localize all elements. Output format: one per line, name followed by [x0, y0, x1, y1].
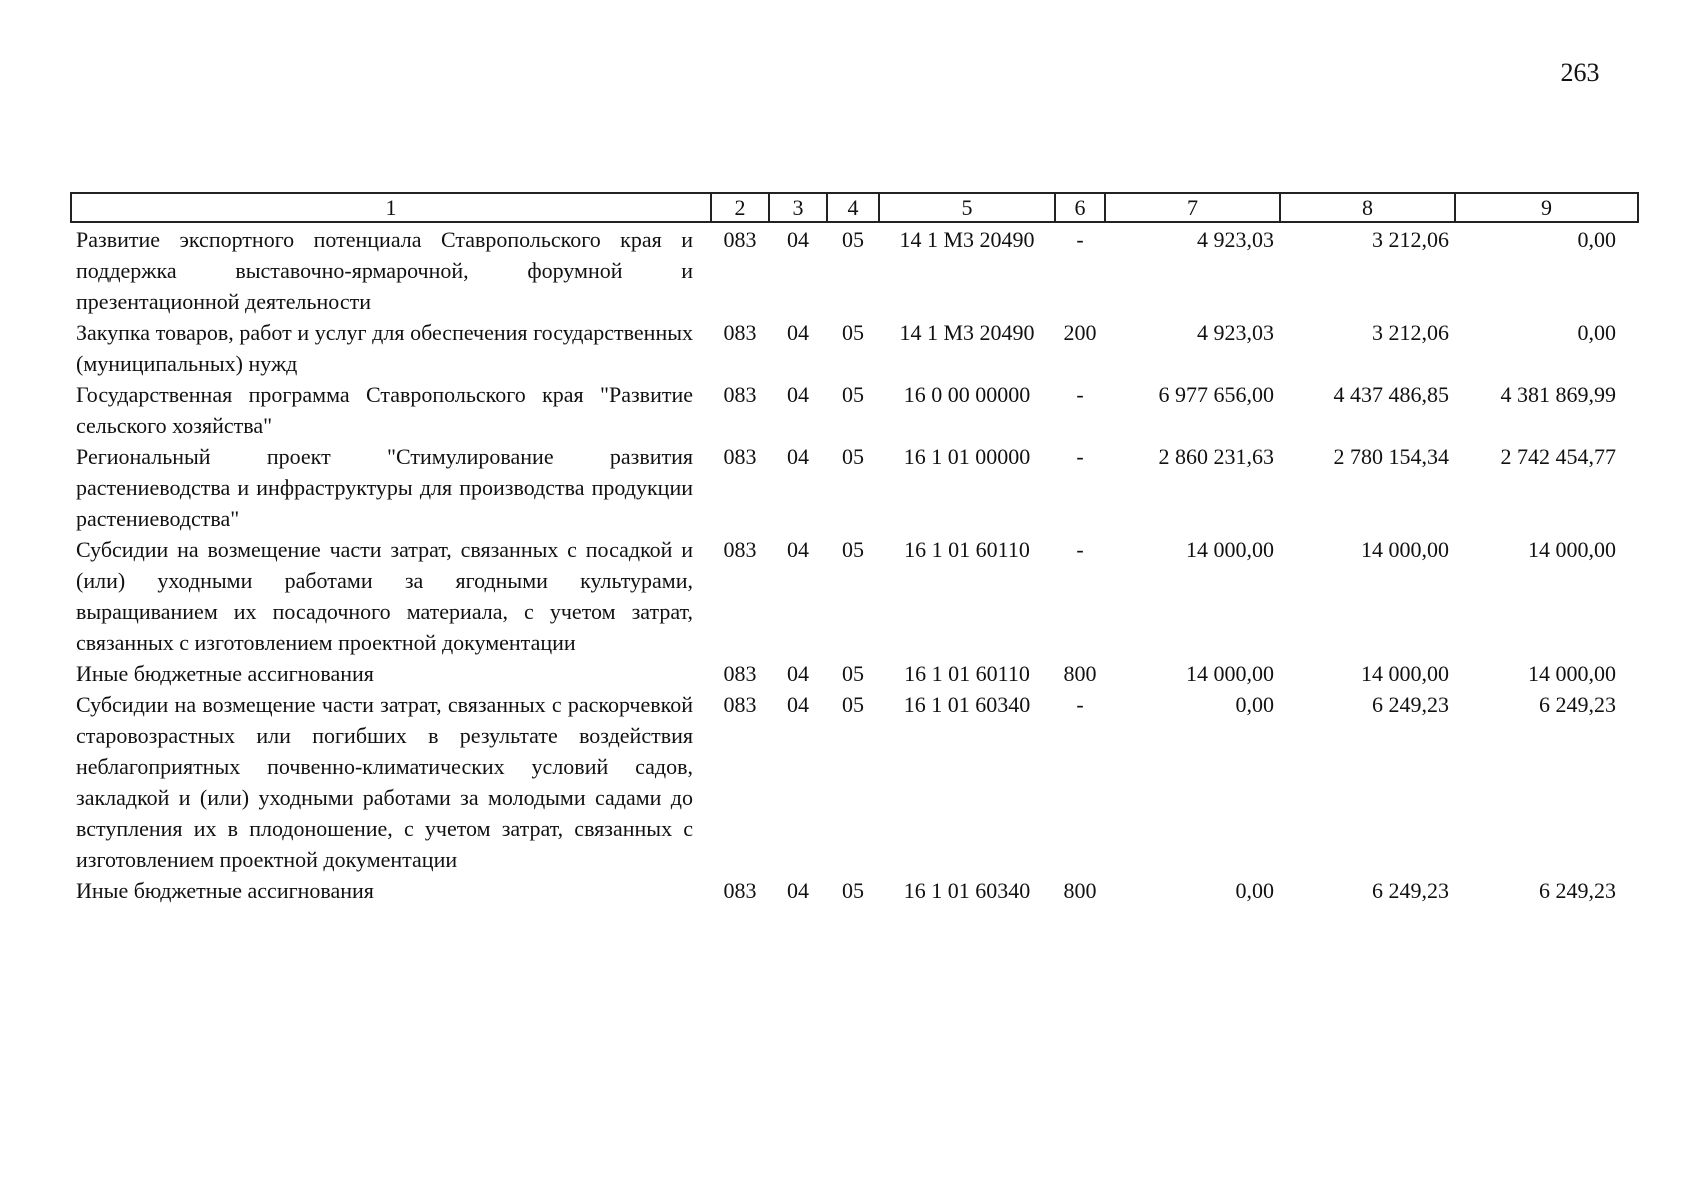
row-ministry-code: 083	[723, 320, 757, 345]
row-description: Развитие экспортного потенциала Ставропольского края и поддержка выставочно-ярмарочной, форумной и презентационной деятельности	[76, 227, 693, 314]
row-section-code: 04	[787, 227, 809, 252]
table-row	[71, 317, 1638, 379]
row-section-code: 04	[787, 537, 809, 562]
row-amount-col9: 6 249,23	[1539, 692, 1616, 717]
row-amount-col9: 0,00	[1577, 320, 1616, 345]
table-row	[71, 379, 1638, 441]
row-description: Государственная программа Ставропольского края "Развитие сельского хозяйства"	[76, 382, 693, 438]
table-body	[71, 222, 1638, 906]
row-amount-col8: 4 437 486,85	[1333, 382, 1449, 407]
budget-table-container	[70, 192, 1637, 906]
row-amount-col8: 14 000,00	[1361, 537, 1449, 562]
header-col-6: 6	[1055, 193, 1105, 222]
header-col-5: 5	[879, 193, 1055, 222]
row-ministry-code: 083	[723, 444, 757, 469]
row-amount-col9: 14 000,00	[1528, 661, 1616, 686]
row-expense-type: 200	[1063, 320, 1097, 345]
row-ministry-code: 083	[723, 382, 757, 407]
row-ministry-code: 083	[723, 692, 757, 717]
row-amount-col7: 14 000,00	[1186, 661, 1274, 686]
row-ministry-code: 083	[723, 878, 757, 903]
row-description: Иные бюджетные ассигнования	[76, 878, 374, 903]
row-amount-col7: 4 923,03	[1197, 320, 1274, 345]
page-number: 263	[1560, 58, 1600, 87]
row-section-code: 04	[787, 320, 809, 345]
row-amount-col8: 14 000,00	[1361, 661, 1449, 686]
header-col-7: 7	[1105, 193, 1280, 222]
row-target-article: 16 1 01 60340	[903, 692, 1031, 717]
row-amount-col7: 0,00	[1235, 692, 1274, 717]
row-amount-col7: 14 000,00	[1186, 537, 1274, 562]
row-section-code: 04	[787, 444, 809, 469]
table-row	[71, 441, 1638, 534]
row-expense-type: -	[1076, 692, 1084, 717]
row-expense-type: -	[1076, 444, 1084, 469]
row-target-article: 16 0 00 00000	[903, 382, 1031, 407]
row-expense-type: 800	[1063, 878, 1097, 903]
header-col-9: 9	[1455, 193, 1638, 222]
row-subsection-code: 05	[842, 227, 864, 252]
row-description: Субсидии на возмещение части затрат, связанных с раскорчевкой старовозрастных или погибших в результате воздействия неблагоприятных почвенно-климатических условий садов, закладкой и (или) уходными работами за молодыми садами до вступления их в плодоношение, с учетом затрат, связанных с изготовлением проектной документации	[76, 692, 693, 872]
row-section-code: 04	[787, 661, 809, 686]
table-row	[71, 689, 1638, 875]
row-amount-col7: 4 923,03	[1197, 227, 1274, 252]
row-description: Иные бюджетные ассигнования	[76, 661, 374, 686]
row-subsection-code: 05	[842, 537, 864, 562]
row-description: Региональный проект "Стимулирование развития растениеводства и инфраструктуры для производства продукции растениеводства"	[76, 444, 693, 531]
row-subsection-code: 05	[842, 444, 864, 469]
table-row	[71, 222, 1638, 317]
row-ministry-code: 083	[723, 227, 757, 252]
row-ministry-code: 083	[723, 537, 757, 562]
header-row	[71, 193, 1638, 222]
header-col-3: 3	[769, 193, 827, 222]
row-amount-col7: 6 977 656,00	[1158, 382, 1274, 407]
row-amount-col9: 6 249,23	[1539, 878, 1616, 903]
row-subsection-code: 05	[842, 661, 864, 686]
row-target-article: 16 1 01 00000	[903, 444, 1031, 469]
row-section-code: 04	[787, 382, 809, 407]
row-description: Закупка товаров, работ и услуг для обеспечения государственных (муниципальных) нужд	[76, 320, 693, 376]
row-amount-col8: 6 249,23	[1372, 692, 1449, 717]
row-subsection-code: 05	[842, 692, 864, 717]
row-subsection-code: 05	[842, 382, 864, 407]
row-amount-col8: 3 212,06	[1372, 227, 1449, 252]
row-section-code: 04	[787, 878, 809, 903]
row-amount-col9: 2 742 454,77	[1500, 444, 1616, 469]
header-col-8: 8	[1280, 193, 1455, 222]
table-row	[71, 875, 1638, 906]
row-expense-type: -	[1076, 227, 1084, 252]
row-expense-type: 800	[1063, 661, 1097, 686]
row-expense-type: -	[1076, 537, 1084, 562]
row-expense-type: -	[1076, 382, 1084, 407]
budget-table	[70, 192, 1639, 906]
row-amount-col9: 4 381 869,99	[1500, 382, 1616, 407]
row-amount-col8: 2 780 154,34	[1333, 444, 1449, 469]
row-target-article: 16 1 01 60340	[903, 878, 1031, 903]
row-target-article: 16 1 01 60110	[904, 537, 1030, 562]
table-row	[71, 534, 1638, 658]
row-target-article: 14 1 М3 20490	[899, 320, 1035, 345]
row-amount-col7: 2 860 231,63	[1158, 444, 1274, 469]
table-row	[71, 658, 1638, 689]
row-section-code: 04	[787, 692, 809, 717]
header-col-1: 1	[71, 193, 711, 222]
header-col-4: 4	[827, 193, 879, 222]
header-col-2: 2	[711, 193, 769, 222]
row-target-article: 16 1 01 60110	[904, 661, 1030, 686]
row-amount-col9: 14 000,00	[1528, 537, 1616, 562]
row-amount-col9: 0,00	[1577, 227, 1616, 252]
row-amount-col8: 6 249,23	[1372, 878, 1449, 903]
row-amount-col7: 0,00	[1235, 878, 1274, 903]
row-ministry-code: 083	[723, 661, 757, 686]
row-description: Субсидии на возмещение части затрат, связанных с посадкой и (или) уходными работами за ягодными культурами, выращиванием их посадочного материала, с учетом затрат, связанных с изготовлением проектной документации	[76, 537, 693, 655]
row-subsection-code: 05	[842, 320, 864, 345]
row-target-article: 14 1 М3 20490	[899, 227, 1035, 252]
row-amount-col8: 3 212,06	[1372, 320, 1449, 345]
table-header	[71, 193, 1638, 222]
row-subsection-code: 05	[842, 878, 864, 903]
